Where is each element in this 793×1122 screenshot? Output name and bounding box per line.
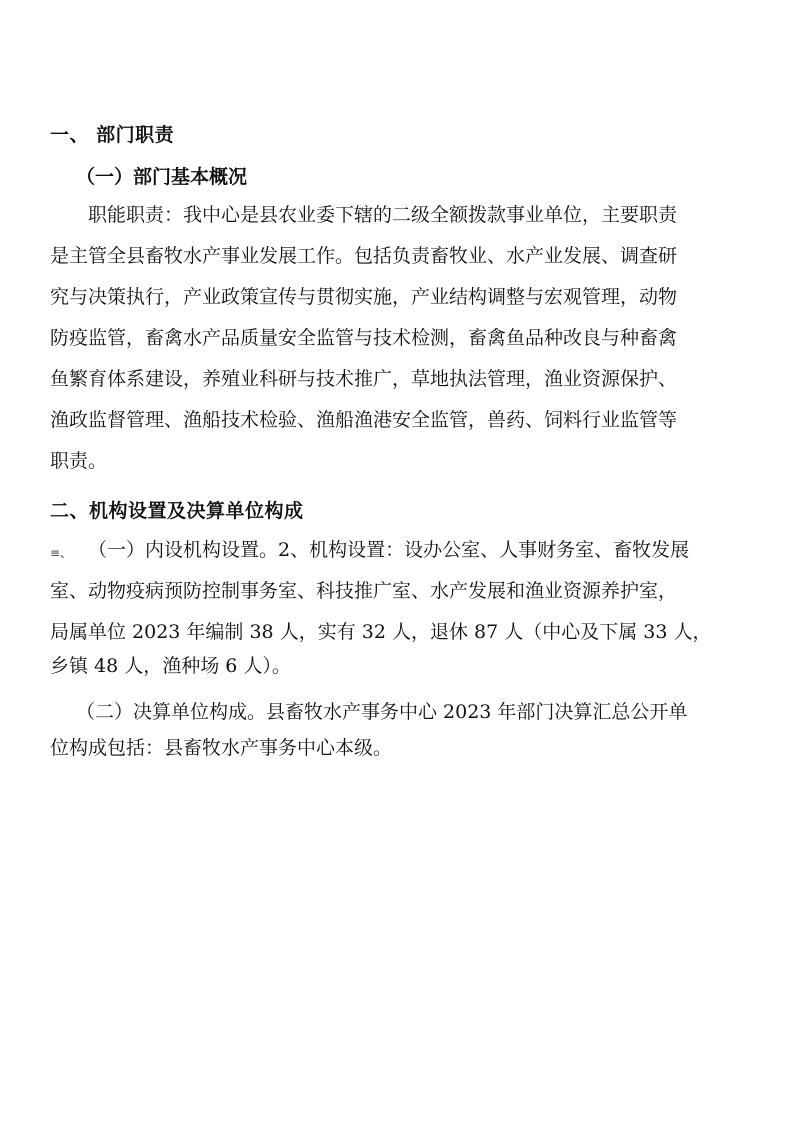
paragraph-line: 职责。: [50, 450, 108, 472]
paragraph-line: 职能职责：我中心是县农业委下辖的二级全额拨款事业单位，主要职责: [88, 204, 678, 226]
list-marker: ≡、: [50, 546, 73, 560]
paragraph-line: 位构成包括：县畜牧水产事务中心本级。: [50, 737, 393, 759]
paragraph-line: 局属单位 2023 年编制 38 人，实有 32 人，退休 87 人（中心及下属 33 人，: [50, 621, 712, 643]
paragraph-line: 防疫监管，畜禽水产品质量安全监管与技术检测，畜禽鱼品种改良与种畜禽: [50, 327, 678, 349]
paragraph-line: 乡镇 48 人，渔种场 6 人）。: [50, 655, 291, 677]
section-2-heading: 二、机构设置及决算单位构成: [50, 500, 304, 522]
paragraph-line: 是主管全县畜牧水产事业发展工作。包括负责畜牧业、水产业发展、调查研: [50, 245, 678, 267]
section-1-sub1-heading: （一）部门基本概况: [76, 166, 248, 188]
paragraph-line: 室、动物疫病预防控制事务室、科技推广室、水产发展和渔业资源养护室，: [50, 580, 678, 602]
paragraph-line: （二）决算单位构成。县畜牧水产事务中心 2023 年部门决算汇总公开单: [76, 701, 688, 723]
paragraph-line: 究与决策执行，产业政策宣传与贯彻实施，产业结构调整与宏观管理，动物: [50, 286, 678, 308]
paragraph-line: 鱼繁育体系建设，养殖业科研与技术推广，草地执法管理，渔业资源保护、: [50, 368, 678, 390]
section-1-heading: 一、 部门职责: [50, 124, 175, 146]
paragraph-line: 渔政监督管理、渔船技术检验、渔船渔港安全监管，兽药、饲料行业监管等: [50, 409, 678, 431]
paragraph-line: （一）内设机构设置。2、机构设置：设办公室、人事财务室、畜牧发展: [88, 539, 690, 561]
